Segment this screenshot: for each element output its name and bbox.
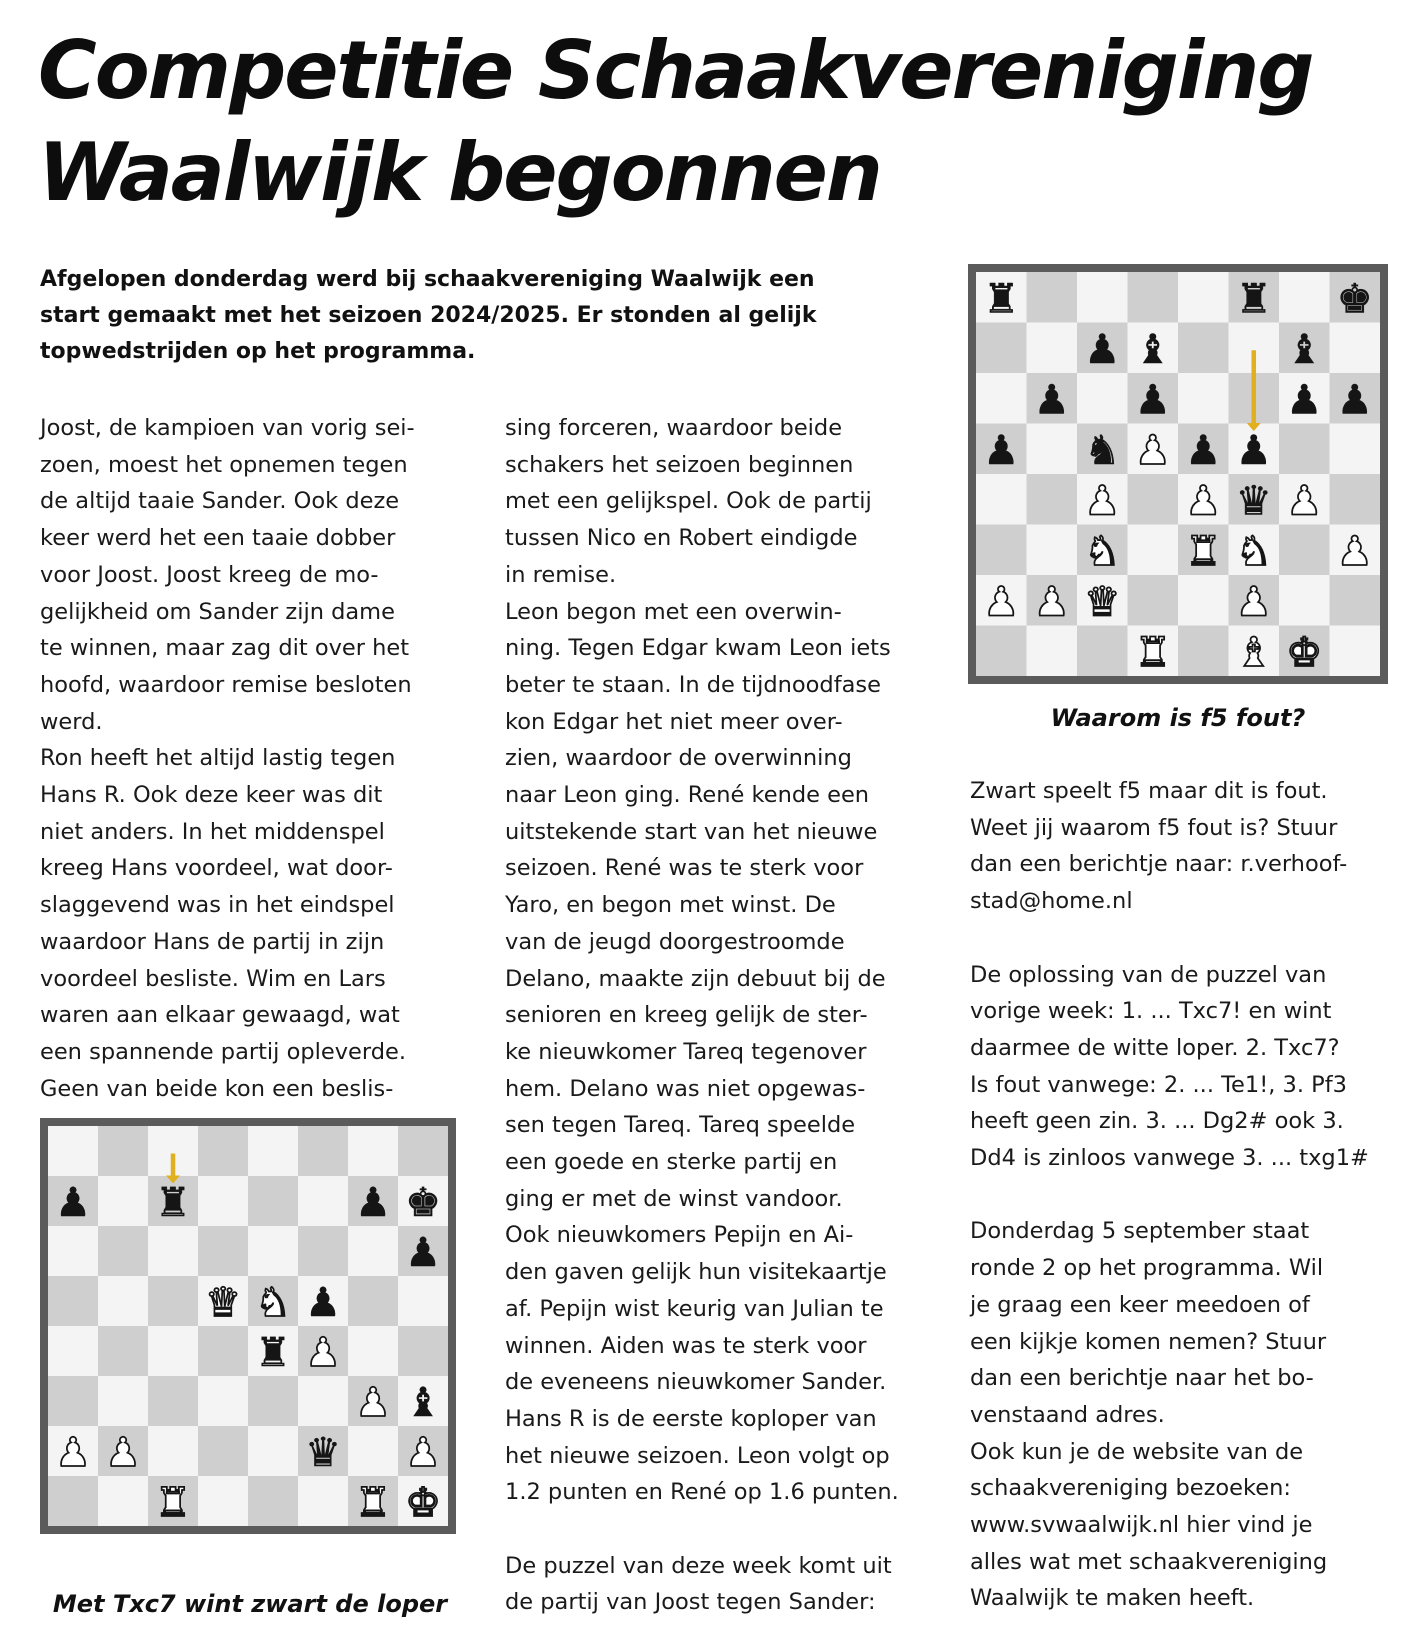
- board-square: [48, 1276, 98, 1326]
- board-square: [248, 1126, 298, 1176]
- title-line-2: Waalwijk begonnen: [38, 126, 881, 219]
- text-line: de eveneens nieuwkomer Sander.: [505, 1369, 887, 1396]
- board-square: [1027, 626, 1078, 677]
- board-square: [298, 1376, 348, 1426]
- text-line: Geen van beide kon een beslis-: [40, 1075, 394, 1102]
- text-line: waren aan elkaar gewaagd, wat: [40, 1002, 400, 1029]
- board-square: [1077, 373, 1128, 424]
- board-square: [1178, 373, 1229, 424]
- text-line: hem. Delano was niet opgewas-: [505, 1075, 866, 1102]
- board-square: [1027, 474, 1078, 525]
- intro-line: topwedstrijden op het programma.: [40, 339, 476, 364]
- text-line: kon Edgar het niet meer over-: [505, 708, 843, 735]
- text-line: Ook kun je de website van de: [970, 1438, 1304, 1465]
- text-line: een spannende partij opleverde.: [40, 1038, 407, 1065]
- white-rook-icon: ♜: [355, 1480, 391, 1526]
- text-line: sen tegen Tareq. Tareq speelde: [505, 1112, 856, 1139]
- white-pawn-icon: ♟: [355, 1380, 391, 1426]
- text-line: Ook nieuwkomers Pepijn en Ai-: [505, 1222, 854, 1249]
- intro-line: start gemaakt met het seizoen 2024/2025. Er stonden al gelijk: [40, 303, 817, 328]
- text-line: Weet jij waarom f5 fout is? Stuur: [970, 814, 1338, 841]
- board-square: [1279, 575, 1330, 626]
- white-pawn-icon: ♟: [305, 1330, 341, 1376]
- text-line: ning. Tegen Edgar kwam Leon iets: [505, 635, 891, 662]
- board-square: [398, 1326, 448, 1376]
- text-line: een kijkje komen nemen? Stuur: [970, 1328, 1327, 1355]
- board-square: [98, 1176, 148, 1226]
- white-pawn-icon: ♟: [405, 1430, 441, 1476]
- text-line: den gaven gelijk hun visitekaartje: [505, 1259, 887, 1286]
- white-king-icon: ♚: [405, 1480, 441, 1526]
- text-line: Leon begon met een overwin-: [505, 598, 842, 625]
- black-pawn-icon: ♟: [405, 1230, 441, 1276]
- board-square: [198, 1126, 248, 1176]
- black-pawn-icon: ♟: [355, 1180, 391, 1226]
- board-square: [48, 1126, 98, 1176]
- text-line: stad@home.nl: [970, 888, 1133, 915]
- text-line: waardoor Hans de partij in zijn: [40, 928, 385, 955]
- text-line: schakers het seizoen beginnen: [505, 451, 854, 478]
- text-line: heeft geen zin. 3. ... Dg2# ook 3.: [970, 1108, 1344, 1135]
- black-pawn-icon: ♟: [1084, 324, 1121, 373]
- text-line: beter te staan. In de tijdnoodfase: [505, 671, 881, 698]
- board-square: [976, 323, 1027, 374]
- text-line: Hans R. Ook deze keer was dit: [40, 782, 383, 809]
- board-square: [98, 1326, 148, 1376]
- text-line: af. Pepijn wist keurig van Julian te: [505, 1295, 884, 1322]
- white-king-icon: ♚: [1286, 627, 1323, 676]
- white-knight-icon: ♞: [255, 1280, 291, 1326]
- board-square: [1077, 272, 1128, 323]
- black-king-icon: ♚: [405, 1180, 441, 1226]
- chessboard-this-week: [976, 272, 1380, 676]
- text-line: Hans R is de eerste koploper van: [505, 1405, 877, 1432]
- board-square: [1128, 474, 1179, 525]
- board-square: [98, 1276, 148, 1326]
- board-square: [1077, 626, 1128, 677]
- board-square: [348, 1226, 398, 1276]
- text-line: Waalwijk te maken heeft.: [970, 1585, 1255, 1612]
- black-pawn-icon: ♟: [305, 1280, 341, 1326]
- white-pawn-icon: ♟: [55, 1430, 91, 1476]
- text-column-3: [970, 773, 1400, 1617]
- text-line: De puzzel van deze week komt uit: [505, 1552, 892, 1579]
- board-square: [248, 1376, 298, 1426]
- text-line: venstaand adres.: [970, 1401, 1165, 1428]
- board-square: [1178, 272, 1229, 323]
- text-line: Donderdag 5 september staat: [970, 1218, 1310, 1245]
- board-square: [148, 1226, 198, 1276]
- black-knight-icon: ♞: [1084, 425, 1121, 474]
- text-line: [505, 1511, 945, 1548]
- board-square: [298, 1126, 348, 1176]
- text-line: gelijkheid om Sander zijn dame: [40, 598, 395, 625]
- board-square: [348, 1326, 398, 1376]
- board-square: [198, 1476, 248, 1526]
- board-square: [1279, 272, 1330, 323]
- text-line: keer werd het een taaie dobber: [40, 525, 396, 552]
- text-line: Is fout vanwege: 2. ... Te1!, 3. Pf3: [970, 1071, 1347, 1098]
- board-square: [98, 1226, 148, 1276]
- board-square: [248, 1176, 298, 1226]
- board-square: [248, 1226, 298, 1276]
- white-pawn-icon: ♟: [1235, 577, 1272, 626]
- white-pawn-icon: ♟: [1185, 476, 1222, 525]
- board-square: [1128, 525, 1179, 576]
- text-line: de partij van Joost tegen Sander:: [505, 1589, 876, 1616]
- black-pawn-icon: ♟: [1134, 375, 1171, 424]
- board-square: [298, 1476, 348, 1526]
- board-square: [976, 474, 1027, 525]
- board-square: [148, 1276, 198, 1326]
- board-square: [198, 1376, 248, 1426]
- black-king-icon: ♚: [1336, 274, 1373, 323]
- board-square: [148, 1376, 198, 1426]
- board-square: [1128, 575, 1179, 626]
- white-pawn-icon: ♟: [1336, 526, 1373, 575]
- white-knight-icon: ♞: [1084, 526, 1121, 575]
- article-title: [38, 20, 1378, 224]
- board-square: [1027, 424, 1078, 475]
- text-line: www.svwaalwijk.nl hier vind je: [970, 1512, 1313, 1539]
- board-square: [348, 1276, 398, 1326]
- text-line: schaakvereniging bezoeken:: [970, 1475, 1291, 1502]
- white-pawn-icon: ♟: [1286, 476, 1323, 525]
- board-square: [48, 1376, 98, 1426]
- text-line: Zwart speelt f5 maar dit is fout.: [970, 778, 1328, 804]
- board-square: [348, 1126, 398, 1176]
- board-square: [398, 1276, 448, 1326]
- text-line: werd.: [40, 708, 103, 735]
- black-queen-icon: ♛: [305, 1430, 341, 1476]
- black-rook-icon: ♜: [983, 274, 1020, 323]
- text-line: tussen Nico en Robert eindigde: [505, 525, 858, 552]
- text-line: [970, 1177, 1400, 1214]
- white-pawn-icon: ♟: [983, 577, 1020, 626]
- diagram-caption-this-week: Waarom is f5 fout?: [1050, 704, 1306, 732]
- board-square: [248, 1476, 298, 1526]
- text-line: niet anders. In het middenspel: [40, 818, 385, 845]
- board-square: [976, 626, 1027, 677]
- black-bishop-icon: ♝: [1134, 324, 1171, 373]
- text-line: kreeg Hans voordeel, wat door-: [40, 855, 393, 882]
- text-line: slaggevend was in het eindspel: [40, 892, 395, 919]
- board-square: [248, 1426, 298, 1476]
- board-square: [198, 1176, 248, 1226]
- text-line: 1.2 punten en René op 1.6 punten.: [505, 1479, 899, 1506]
- board-square: [1178, 323, 1229, 374]
- board-square: [198, 1426, 248, 1476]
- board-square: [1178, 575, 1229, 626]
- board-square: [198, 1326, 248, 1376]
- board-square: [298, 1176, 348, 1226]
- title-line-1: Competitie Schaakvereniging: [38, 24, 1313, 117]
- black-queen-icon: ♛: [1235, 476, 1272, 525]
- white-rook-icon: ♜: [155, 1480, 191, 1526]
- text-line: hoofd, waardoor remise besloten: [40, 671, 412, 698]
- text-line: naar Leon ging. René kende een: [505, 782, 870, 809]
- intro-line: Afgelopen donderdag werd bij schaakvereniging Waalwijk een: [40, 267, 815, 292]
- white-bishop-icon: ♝: [1235, 627, 1272, 676]
- chessboard-last-week: [48, 1126, 448, 1526]
- board-square: [1330, 323, 1381, 374]
- text-line: Yaro, en begon met winst. De: [505, 892, 836, 919]
- text-line: je graag een keer meedoen of: [970, 1291, 1310, 1318]
- black-pawn-icon: ♟: [1286, 375, 1323, 424]
- article-intro: [40, 262, 940, 370]
- board-square: [198, 1226, 248, 1276]
- text-line: daarmee de witte loper. 2. Txc7?: [970, 1034, 1340, 1061]
- board-square: [398, 1126, 448, 1176]
- text-column-2: [505, 410, 945, 1621]
- board-square: [98, 1476, 148, 1526]
- board-square: [1330, 626, 1381, 677]
- white-queen-icon: ♛: [1084, 577, 1121, 626]
- black-pawn-icon: ♟: [1033, 375, 1070, 424]
- black-rook-icon: ♜: [1235, 274, 1272, 323]
- text-line: ging er met de winst vandoor.: [505, 1185, 843, 1212]
- white-rook-icon: ♜: [1185, 526, 1222, 575]
- text-line: senioren en kreeg gelijk de ster-: [505, 1002, 868, 1029]
- board-square: [148, 1426, 198, 1476]
- text-line: een goede en sterke partij en: [505, 1149, 838, 1176]
- board-square: [98, 1376, 148, 1426]
- board-square: [1330, 474, 1381, 525]
- board-square: [1279, 424, 1330, 475]
- black-pawn-icon: ♟: [55, 1180, 91, 1226]
- board-square: [298, 1226, 348, 1276]
- board-square: [1178, 626, 1229, 677]
- text-line: in remise.: [505, 561, 617, 588]
- board-square: [1128, 272, 1179, 323]
- text-line: Ron heeft het altijd lastig tegen: [40, 745, 396, 772]
- text-line: sing forceren, waardoor beide: [505, 415, 843, 441]
- text-line: winnen. Aiden was te sterk voor: [505, 1332, 867, 1359]
- text-line: alles wat met schaakvereniging: [970, 1548, 1328, 1575]
- white-pawn-icon: ♟: [1084, 476, 1121, 525]
- text-line: dan een berichtje naar het bo-: [970, 1365, 1314, 1392]
- chess-diagram-this-week: [968, 264, 1388, 684]
- text-line: Delano, maakte zijn debuut bij de: [505, 965, 886, 992]
- text-line: ronde 2 op het programma. Wil: [970, 1255, 1324, 1282]
- board-square: [48, 1326, 98, 1376]
- chess-diagram-last-week: [40, 1118, 456, 1534]
- text-line: Joost, de kampioen van vorig sei-: [40, 415, 415, 441]
- black-rook-icon: ♜: [255, 1330, 291, 1376]
- board-square: [48, 1226, 98, 1276]
- text-line: ke nieuwkomer Tareq tegenover: [505, 1038, 867, 1065]
- black-bishop-icon: ♝: [405, 1380, 441, 1426]
- board-square: [1027, 323, 1078, 374]
- text-line: Dd4 is zinloos vanwege 3. ... txg1#: [970, 1145, 1369, 1172]
- black-bishop-icon: ♝: [1286, 324, 1323, 373]
- text-line: vorige week: 1. ... Txc7! en wint: [970, 998, 1332, 1025]
- black-rook-icon: ♜: [155, 1180, 191, 1226]
- white-pawn-icon: ♟: [1033, 577, 1070, 626]
- text-line: het nieuwe seizoen. Leon volgt op: [505, 1442, 890, 1469]
- text-column-1: [40, 410, 470, 1107]
- text-line: De oplossing van de puzzel van: [970, 961, 1327, 988]
- text-line: met een gelijkspel. Ook de partij: [505, 488, 872, 515]
- text-line: seizoen. René was te sterk voor: [505, 855, 864, 882]
- white-queen-icon: ♛: [205, 1280, 241, 1326]
- black-pawn-icon: ♟: [1235, 425, 1272, 474]
- text-line: zien, waardoor de overwinning: [505, 745, 852, 772]
- text-line: voordeel besliste. Wim en Lars: [40, 965, 386, 992]
- text-line: te winnen, maar zag dit over het: [40, 635, 410, 662]
- black-pawn-icon: ♟: [1185, 425, 1222, 474]
- white-pawn-icon: ♟: [1134, 425, 1171, 474]
- text-line: zoen, moest het opnemen tegen: [40, 451, 408, 478]
- diagram-caption-last-week: Met Txc7 wint zwart de loper: [52, 1590, 448, 1618]
- black-pawn-icon: ♟: [983, 425, 1020, 474]
- black-pawn-icon: ♟: [1336, 375, 1373, 424]
- board-square: [1027, 272, 1078, 323]
- board-square: [1027, 525, 1078, 576]
- white-knight-icon: ♞: [1235, 526, 1272, 575]
- text-line: de altijd taaie Sander. Ook deze: [40, 488, 400, 515]
- text-line: voor Joost. Joost kreeg de mo-: [40, 561, 379, 588]
- text-line: dan een berichtje naar: r.verhoof-: [970, 851, 1348, 878]
- text-line: van de jeugd doorgestroomde: [505, 928, 845, 955]
- board-square: [1330, 424, 1381, 475]
- board-square: [976, 373, 1027, 424]
- board-square: [148, 1326, 198, 1376]
- board-square: [1330, 575, 1381, 626]
- text-line: [970, 920, 1400, 957]
- white-rook-icon: ♜: [1134, 627, 1171, 676]
- board-square: [1279, 525, 1330, 576]
- text-line: uitstekende start van het nieuwe: [505, 818, 878, 845]
- board-square: [98, 1126, 148, 1176]
- white-pawn-icon: ♟: [105, 1430, 141, 1476]
- board-square: [48, 1476, 98, 1526]
- board-square: [976, 525, 1027, 576]
- board-square: [348, 1426, 398, 1476]
